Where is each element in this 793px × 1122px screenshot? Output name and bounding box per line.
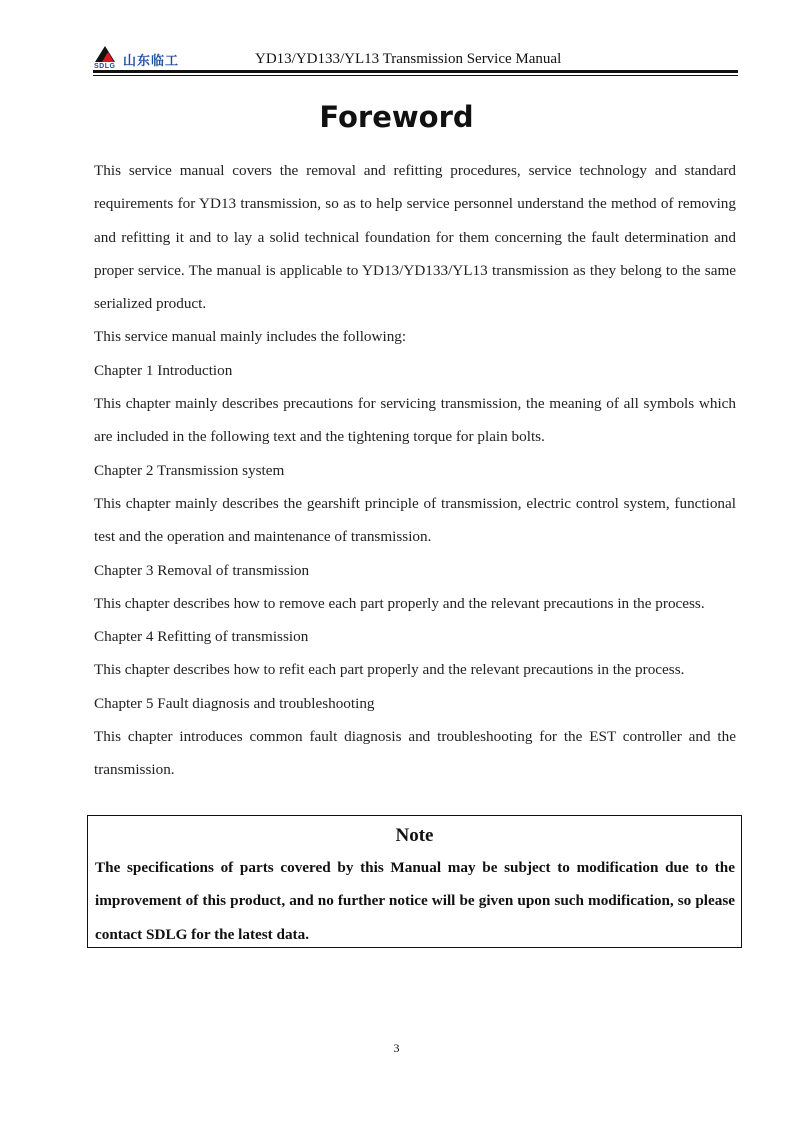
chapter-heading: Chapter 2 Transmission system [94,461,285,479]
intro-paragraph: This service manual covers the removal and refitting procedures, service technology and standard requirements for YD13 transmission, so as to help service personnel understand the method of removing and refitting it and to lay a solid technical foundation for them concerning the fault determination and proper service. The manual is applicable to YD13/YD133/YL13 transmission as they belong to the same serialized product. [94,162,736,313]
chapter-description: This chapter mainly describes precautions for servicing transmission, the meaning of all symbols which are included in the following text and the tightening torque for plain bolts. [94,395,736,446]
header-rule-thick [93,70,738,73]
note-box [87,815,742,948]
manual-title: YD13/YD133/YL13 Transmission Service Manual [255,51,562,67]
logo-abbreviation: SDLG [94,63,116,70]
note-title: Note [395,825,434,846]
chapter-heading: Chapter 3 Removal of transmission [94,561,310,579]
logo-chinese-name: 山东临工 [123,54,180,69]
chapter-heading: Chapter 4 Refitting of transmission [94,628,309,646]
foreword-body [94,154,736,787]
sdlg-logo [93,44,203,72]
includes-line: This service manual mainly includes the following: [94,328,407,346]
sdlg-logo-icon [93,44,121,64]
chapter-description: This chapter mainly describes the gearshift principle of transmission, electric control system, functional test and the operation and maintenance of transmission. [94,494,736,546]
page-number: 3 [393,1041,400,1055]
chapter-description: This chapter describes how to remove each part properly and the relevant precautions in the process. [94,594,705,612]
note-body: The specifications of parts covered by this Manual may be subject to modification due to the improvement of this product, and no further notice will be given upon such modification, so please contact SDLG for the latest data. [95,859,735,943]
header-rule-thin [93,75,738,76]
page-title: Foreword [319,100,474,134]
chapter-heading: Chapter 5 Fault diagnosis and troubleshooting [94,694,375,712]
chapter-heading: Chapter 1 Introduction [94,361,233,379]
chapter-description: This chapter introduces common fault diagnosis and troubleshooting for the EST controller and the transmission. [94,728,736,779]
chapter-description: This chapter describes how to refit each part properly and the relevant precautions in the process. [94,661,685,679]
page-header [93,44,738,78]
